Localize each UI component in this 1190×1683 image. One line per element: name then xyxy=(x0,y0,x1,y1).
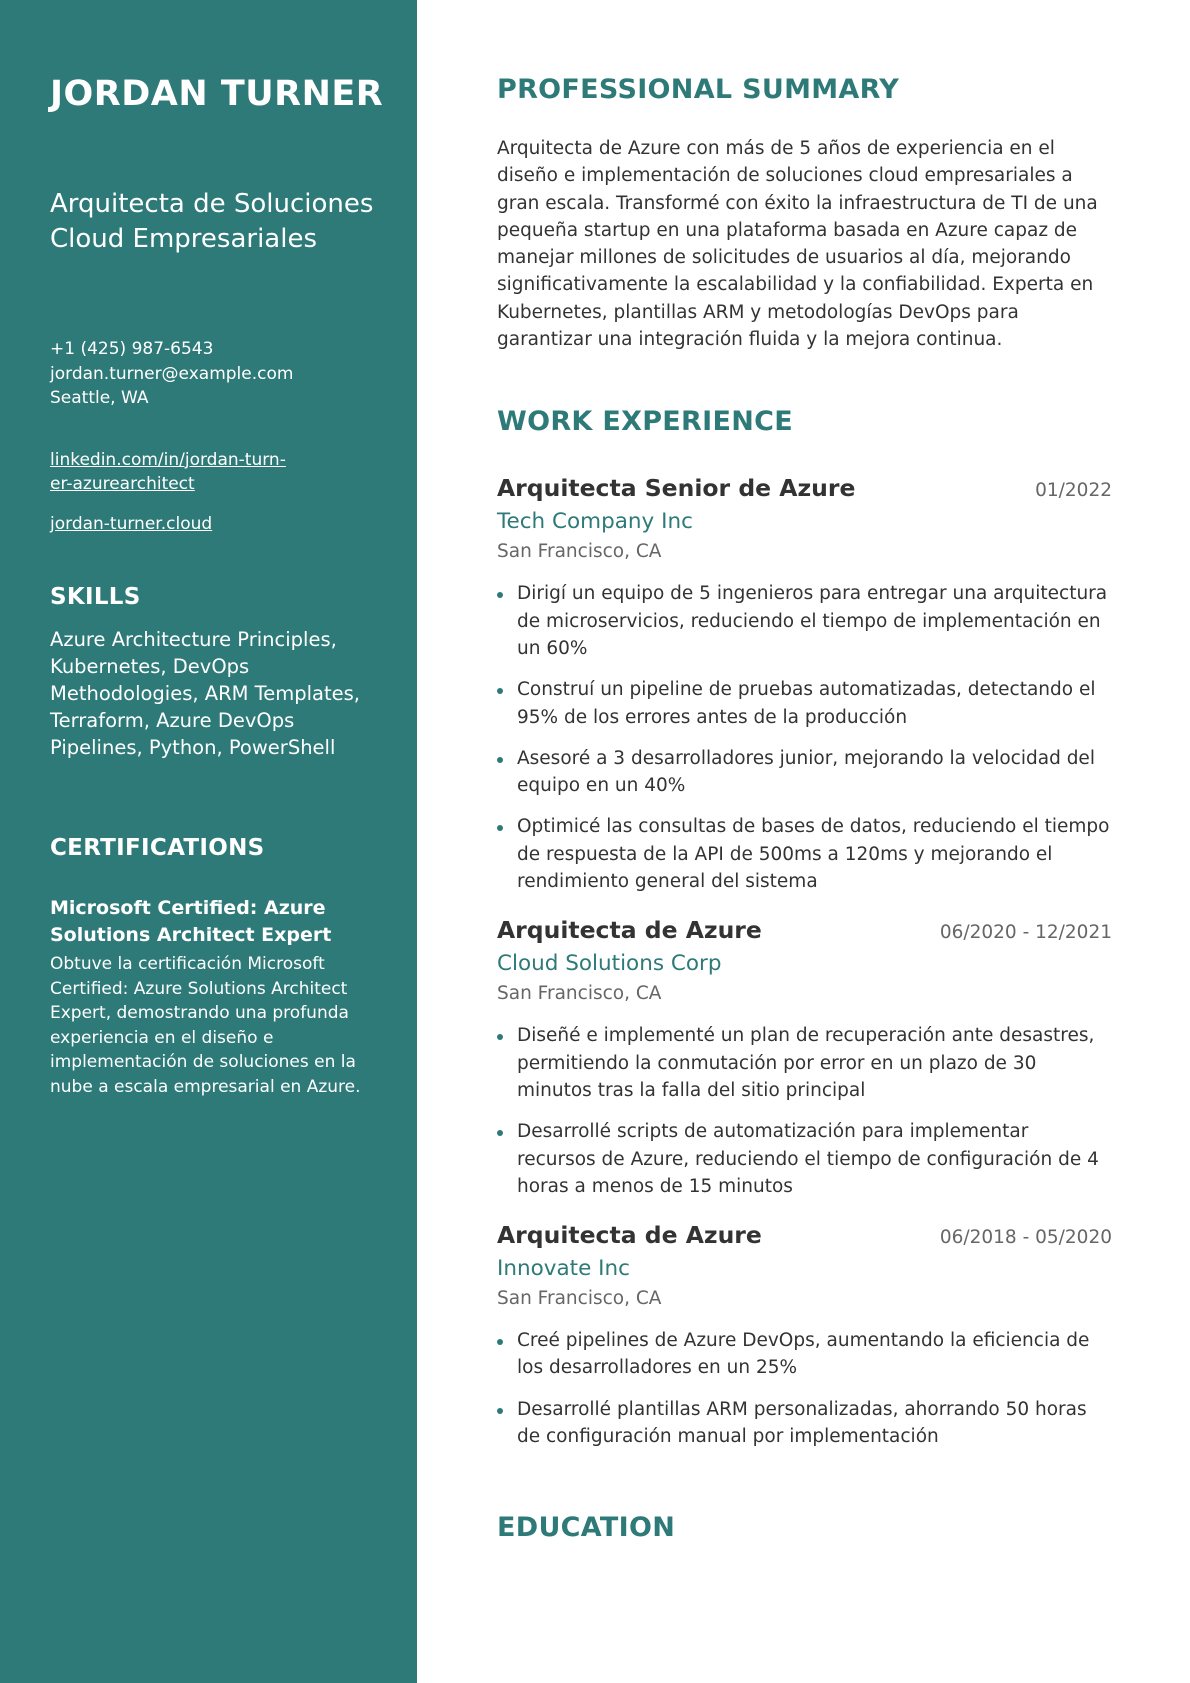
job-bullet xyxy=(497,1327,1112,1382)
bullet-text: Diseñé e implementé un plan de recuperación ante desastres, permitiendo la conmutación por error en un plazo de 30 minutos tras la falla del sitio principal xyxy=(517,1025,1095,1101)
job-header xyxy=(497,1219,1112,1251)
work-experience-heading: WORK EXPERIENCE xyxy=(497,406,793,438)
job-location: San Francisco, CA xyxy=(497,983,662,1005)
bullet-dot-icon xyxy=(497,757,503,763)
job-company: Cloud Solutions Corp xyxy=(497,951,722,977)
bullet-text: Construí un pipeline de pruebas automatizadas, detectando el 95% de los errores antes de la producción xyxy=(517,679,1096,728)
email-address: jordan.turner@example.com xyxy=(50,363,294,384)
skills-list: Azure Architecture Principles, Kubernetes, DevOps Methodologies, ARM Templates, Terraform, Azure DevOps Pipelines, Python, PowerShell xyxy=(50,628,361,759)
job-bullet xyxy=(497,1396,1112,1451)
job-location: San Francisco, CA xyxy=(497,1288,662,1310)
bullet-dot-icon xyxy=(497,592,503,598)
job-date: 06/2020 - 12/2021 xyxy=(939,922,1112,944)
sidebar xyxy=(0,0,417,1683)
certifications-heading: CERTIFICATIONS xyxy=(50,835,265,861)
job-entry xyxy=(497,914,1112,1200)
job-company: Tech Company Inc xyxy=(497,509,693,535)
bullet-dot-icon xyxy=(497,1408,503,1414)
job-date: 06/2018 - 05/2020 xyxy=(939,1227,1112,1249)
bullet-text: Asesoré a 3 desarrolladores junior, mejorando la velocidad del equipo en un 40% xyxy=(517,747,1095,797)
job-bullets xyxy=(497,1022,1112,1200)
summary-heading: PROFESSIONAL SUMMARY xyxy=(497,74,900,105)
job-bullets xyxy=(497,580,1112,895)
contact-info xyxy=(50,337,377,411)
job-bullet xyxy=(497,813,1112,895)
website-link[interactable]: jordan-turner.cloud xyxy=(50,513,213,534)
linkedin-link-line-2: er-azurearchitect xyxy=(50,474,195,494)
job-bullet xyxy=(497,1022,1112,1104)
job-bullets xyxy=(497,1327,1112,1450)
location: Seattle, WA xyxy=(50,388,149,408)
linkedin-link-line-1: linkedin.com/in/jordan-turn- xyxy=(50,449,286,470)
candidate-title: Arquitecta de Soluciones Cloud Empresariales xyxy=(50,189,374,254)
bullet-dot-icon xyxy=(497,1339,503,1345)
job-date: 01/2022 xyxy=(1035,480,1112,502)
phone-number: +1 (425) 987-6543 xyxy=(50,339,214,359)
bullet-dot-icon xyxy=(497,1130,503,1136)
job-header xyxy=(497,914,1112,946)
job-entry xyxy=(497,472,1112,895)
education-heading: EDUCATION xyxy=(497,1512,676,1544)
skills-heading: SKILLS xyxy=(50,584,141,610)
main-content xyxy=(497,70,1112,1548)
certification-description: Obtuve la certificación Microsoft Certified: Azure Solutions Architect Expert, demostrando una profunda experiencia en el diseño e implementación de soluciones en la nube a escala empresarial en Azure. xyxy=(50,954,361,1097)
bullet-dot-icon xyxy=(497,825,503,831)
bullet-text: Optimicé las consultas de bases de datos, reduciendo el tiempo de respuesta de la API de 500ms a 120ms y mejorando el rendimiento general del sistema xyxy=(517,816,1110,893)
bullet-text: Creé pipelines de Azure DevOps, aumentando la eficiencia de los desarrolladores en un 25% xyxy=(517,1330,1090,1379)
job-role: Arquitecta Senior de Azure xyxy=(497,474,856,503)
job-entry xyxy=(497,1219,1112,1450)
job-bullet xyxy=(497,676,1112,731)
job-header xyxy=(497,472,1112,504)
candidate-name: JORDAN TURNER xyxy=(50,74,384,114)
job-bullet xyxy=(497,745,1112,800)
bullet-dot-icon xyxy=(497,1034,503,1040)
job-company: Innovate Inc xyxy=(497,1256,630,1282)
bullet-text: Dirigí un equipo de 5 ingenieros para entregar una arquitectura de microservicios, reduciendo el tiempo de implementación en un 60% xyxy=(517,583,1108,659)
job-role: Arquitecta de Azure xyxy=(497,916,762,945)
certification-name: Microsoft Certified: Azure Solutions Architect Expert xyxy=(50,897,332,946)
bullet-dot-icon xyxy=(497,688,503,694)
bullet-text: Desarrollé plantillas ARM personalizadas, ahorrando 50 horas de configuración manual por implementación xyxy=(517,1398,1087,1448)
job-bullet xyxy=(497,1118,1112,1200)
linkedin-link[interactable] xyxy=(50,448,377,497)
job-bullet xyxy=(497,580,1112,662)
summary-text: Arquitecta de Azure con más de 5 años de experiencia en el diseño e implementación de soluciones cloud empresariales a gran escala. Transformé con éxito la infraestructura de TI de una pequeña startup en una plataforma basada en Azure capaz de manejar millones de solicitudes de usuarios al día, mejorando significativamente la escalabilidad y la confiabilidad. Experta en Kubernetes, plantillas ARM y metodologías DevOps para garantizar una integración fluida y la mejora continua. xyxy=(497,138,1098,351)
job-location: San Francisco, CA xyxy=(497,541,662,563)
profile-links xyxy=(50,448,377,537)
job-role: Arquitecta de Azure xyxy=(497,1221,762,1250)
bullet-text: Desarrollé scripts de automatización para implementar recursos de Azure, reduciendo el tiempo de configuración de 4 horas a menos de 15 minutos xyxy=(517,1121,1099,1197)
